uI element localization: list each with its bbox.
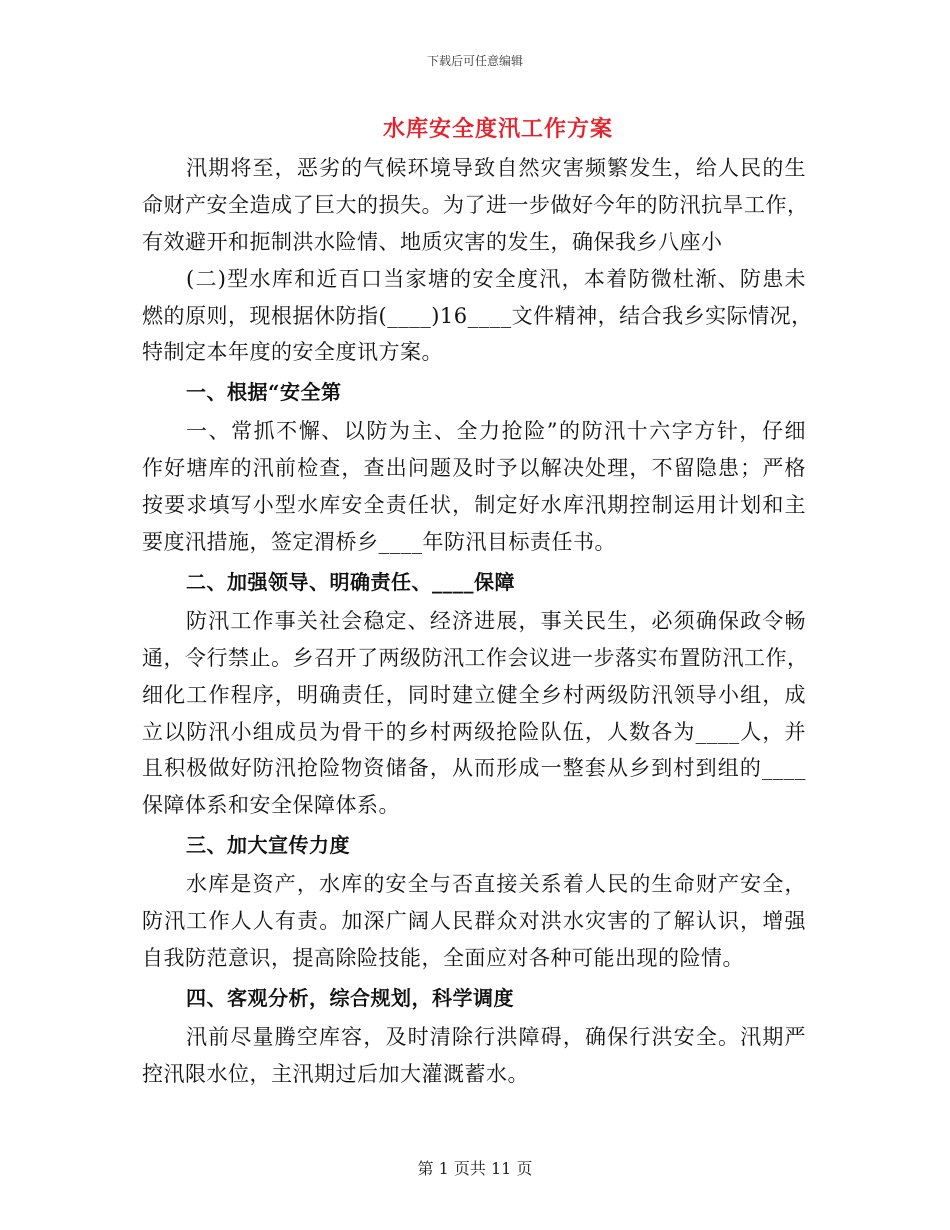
body-line: 细化工作程序，明确责任，同时建立健全乡村两级防汛领导小组，成	[142, 682, 806, 707]
header-note: 下载后可任意编辑	[426, 54, 523, 68]
body-line: 保障体系和安全保障体系。	[142, 793, 400, 818]
body-line: 水库是资产，水库的安全与否直接关系着人民的生命财产安全，	[186, 872, 806, 897]
body-line: 汛前尽量腾空库容，及时清除行洪障碍，确保行洪安全。汛期严	[186, 1024, 806, 1049]
section-heading: 四、客观分析，综合规划，科学调度	[186, 985, 514, 1010]
body-line: 燃的原则，现根据休防指(____)16____文件精神，结合我乡实际情况，	[142, 303, 813, 328]
body-line: 自我防范意识，提高除险技能，全面应对各种可能出现的险情。	[142, 946, 744, 971]
body-line: 特制定本年度的安全度讯方案。	[142, 340, 443, 365]
document-title: 水库安全度汛工作方案	[382, 116, 613, 142]
body-line: 控汛限水位，主汛期过后加大灌溉蓄水。	[142, 1061, 529, 1086]
body-line: 要度汛措施，签定渭桥乡____年防汛目标责任书。	[142, 530, 616, 555]
body-line: 防汛工作人人有责。加深广阔人民群众对洪水灾害的了解认识，增强	[142, 909, 806, 934]
body-line: 通，令行禁止。乡召开了两级防汛工作会议进一步落实布置防汛工作，	[142, 645, 809, 670]
section-heading: 一、根据“安全第	[186, 380, 342, 405]
body-line: 一、常抓不懈、以防为主、全力抢险”的防汛十六字方针，仔细	[186, 419, 806, 444]
body-line: 防汛工作事关社会稳定、经济进展，事关民生，必须确保政令畅	[186, 608, 806, 633]
section-heading: 三、加大宣传力度	[186, 833, 350, 858]
body-line: 按要求填写小型水库安全责任状，制定好水库汛期控制运用计划和主	[142, 493, 806, 518]
section-heading: 二、加强领导、明确责任、____保障	[186, 569, 515, 594]
body-line: 立以防汛小组成员为骨干的乡村两级抢险队伍，人数各为____人，并	[142, 719, 806, 744]
body-line: 汛期将至，恶劣的气候环境导致自然灾害频繁发生，给人民的生	[186, 156, 806, 180]
body-line: 作好塘库的汛前检查，查出问题及时予以解决处理，不留隐患；严格	[142, 456, 806, 481]
page-footer: 第 1 页共 11 页	[417, 1159, 533, 1178]
body-line: 有效避开和扼制洪水险情、地质灾害的发生，确保我乡八座小	[142, 229, 723, 254]
body-line: 且积极做好防汛抢险物资储备，从而形成一整套从乡到村到组的____	[142, 756, 806, 781]
body-line: 命财产安全造成了巨大的损失。为了进一步做好今年的防汛抗旱工作，	[142, 192, 809, 217]
document-body	[142, 150, 813, 1093]
body-line: (二)型水库和近百口当家塘的安全度汛，本着防微杜渐、防患未	[186, 266, 806, 291]
